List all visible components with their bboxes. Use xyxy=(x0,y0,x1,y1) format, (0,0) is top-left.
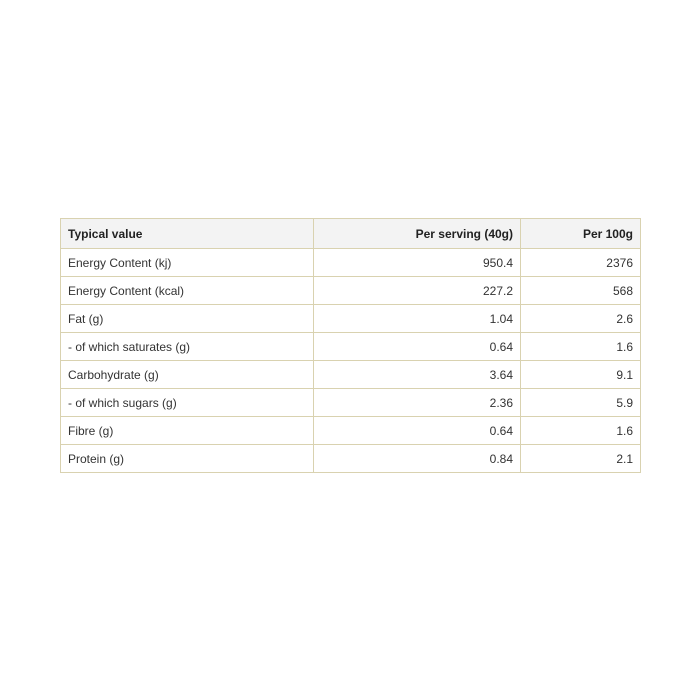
row-label: Protein (g) xyxy=(61,445,314,473)
row-per-100g: 1.6 xyxy=(521,333,641,361)
row-label: - of which saturates (g) xyxy=(61,333,314,361)
row-per-serving: 227.2 xyxy=(314,277,521,305)
row-per-100g: 1.6 xyxy=(521,417,641,445)
row-label: Fibre (g) xyxy=(61,417,314,445)
header-per-serving: Per serving (40g) xyxy=(314,219,521,249)
row-per-100g: 2376 xyxy=(521,249,641,277)
row-label: - of which sugars (g) xyxy=(61,389,314,417)
header-row xyxy=(61,219,641,249)
row-per-serving: 2.36 xyxy=(314,389,521,417)
row-label: Energy Content (kj) xyxy=(61,249,314,277)
row-per-serving: 1.04 xyxy=(314,305,521,333)
table-row xyxy=(61,417,641,445)
row-per-100g: 9.1 xyxy=(521,361,641,389)
row-per-serving: 0.84 xyxy=(314,445,521,473)
table-body xyxy=(61,249,641,473)
row-per-serving: 3.64 xyxy=(314,361,521,389)
row-label: Energy Content (kcal) xyxy=(61,277,314,305)
row-label: Carbohydrate (g) xyxy=(61,361,314,389)
table-row xyxy=(61,445,641,473)
row-per-100g: 568 xyxy=(521,277,641,305)
nutrition-table xyxy=(60,218,641,473)
row-per-100g: 5.9 xyxy=(521,389,641,417)
header-per-100g: Per 100g xyxy=(521,219,641,249)
row-per-100g: 2.6 xyxy=(521,305,641,333)
table-header xyxy=(61,219,641,249)
table-row xyxy=(61,361,641,389)
header-typical-value: Typical value xyxy=(61,219,314,249)
table-row xyxy=(61,277,641,305)
row-label: Fat (g) xyxy=(61,305,314,333)
row-per-serving: 950.4 xyxy=(314,249,521,277)
table-row xyxy=(61,249,641,277)
table-row xyxy=(61,333,641,361)
table-row xyxy=(61,389,641,417)
row-per-serving: 0.64 xyxy=(314,417,521,445)
table-row xyxy=(61,305,641,333)
row-per-100g: 2.1 xyxy=(521,445,641,473)
row-per-serving: 0.64 xyxy=(314,333,521,361)
